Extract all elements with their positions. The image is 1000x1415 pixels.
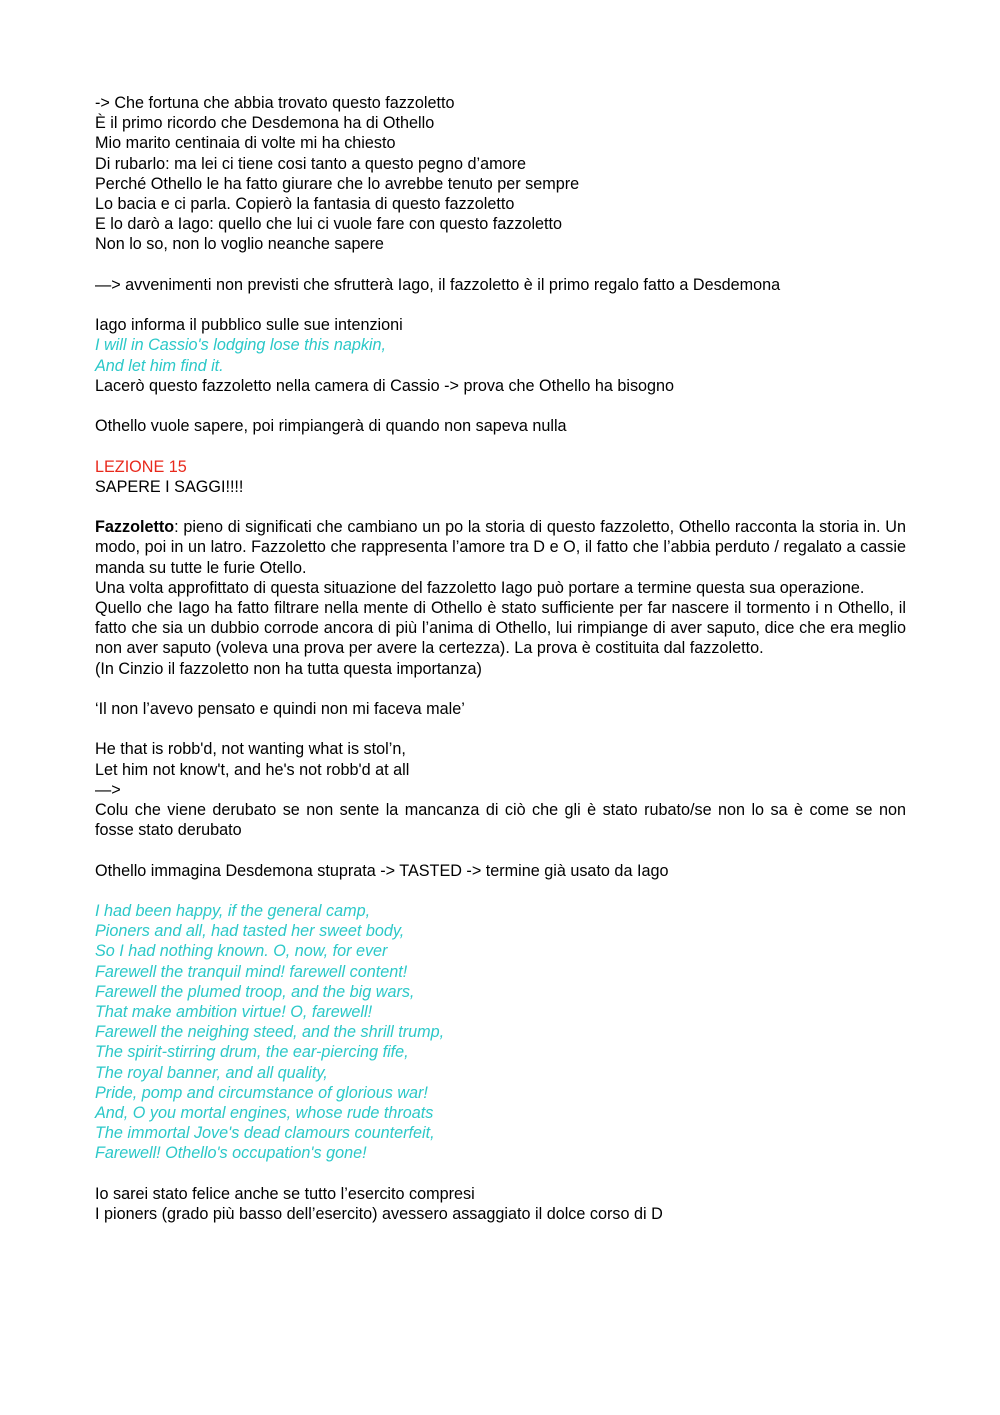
note-tasted: Othello immagina Desdemona stuprata -> TASTED -> termine già usato da Iago (95, 861, 669, 880)
quote-line: Farewell the tranquil mind! farewell content! (95, 962, 408, 981)
lesson-subheading: SAPERE I SAGGI!!!! (95, 477, 244, 496)
quote-line: The spirit-stirring drum, the ear-piercing fife, (95, 1043, 409, 1062)
paragraph-iago-doubt: Quello che Iago ha fatto filtrare nella mente di Othello è stato sufficiente per far nascere il tormento i n Othello, il fatto che sia un dubbio corrode ancora di più l’anima di Othello, lui rimpiange di aver saputo, dice che era meglio non aver saputo (voleva una prova per avere la certezza). La prova è costituita dal fazzoletto. (95, 599, 906, 658)
quote-line: Pioners and all, had tasted her sweet body, (95, 922, 405, 941)
quote-line: Farewell the plumed troop, and the big wars, (95, 982, 415, 1001)
iago-intro: Iago informa il pubblico sulle sue intenzioni (95, 316, 403, 335)
document-page (95, 93, 906, 1224)
quote-line: The royal banner, and all quality, (95, 1063, 328, 1082)
lesson-heading: LEZIONE 15 (95, 457, 187, 476)
paragraph-cinzio: (In Cinzio il fazzoletto non ha tutta questa importanza) (95, 659, 482, 678)
text-line: E lo darò a Iago: quello che lui ci vuole fare con questo fazzoletto (95, 215, 563, 234)
note-unforeseen-events: —> avvenimenti non previsti che sfrutterà Iago, il fazzoletto è il primo regalo fatto a Desdemona (95, 275, 781, 294)
handkerchief-monologue (95, 93, 906, 255)
quote-line: That make ambition virtue! O, farewell! (95, 1003, 373, 1021)
note-cassio-lodging: Lacerò questo fazzoletto nella camera di Cassio -> prova che Othello ha bisogno (95, 376, 675, 395)
robbd-line: Let him not know't, and he's not robb'd at all (95, 760, 410, 779)
quote-line: The immortal Jove's dead clamours counterfeit, (95, 1124, 435, 1143)
italian-quote: ‘Il non l’avevo pensato e quindi non mi faceva male’ (95, 700, 465, 718)
text-line: Lo bacia e ci parla. Copierò la fantasia di questo fazzoletto (95, 195, 515, 214)
text-line: Mio marito centinaia di volte mi ha chiesto (95, 134, 396, 153)
paragraph-iago-operation: Una volta approfittato di questa situazione del fazzoletto Iago può portare a termine questa sua operazione. (95, 578, 865, 597)
quote-line: Farewell! Othello's occupation's gone! (95, 1144, 367, 1163)
quote-line: Farewell the neighing steed, and the shrill trump, (95, 1023, 445, 1042)
quote-line: And let him find it. (95, 356, 224, 375)
robbd-line: He that is robb'd, not wanting what is stol’n, (95, 740, 406, 759)
quote-line: I had been happy, if the general camp, (95, 901, 371, 920)
quote-line: I will in Cassio's lodging lose this napkin, (95, 336, 387, 355)
fazzoletto-description: : pieno di significati che cambiano un po la storia di questo fazzoletto, Othello racconta la storia in. Un modo, poi in un latro. Fazzoletto che rappresenta l’amore tra D e O, il fatto che l’abbia perduto / regalato a cassie manda su tutte le furie Otello. (95, 518, 906, 577)
final-line: Io sarei stato felice anche se tutto l’esercito compresi (95, 1184, 475, 1203)
paragraph-robbed-translation: Colu che viene derubato se non sente la mancanza di ciò che gli è stato rubato/se non lo sa è come se non fosse stato derubato (95, 801, 906, 840)
text-line: Perché Othello le ha fatto giurare che lo avrebbe tenuto per sempre (95, 174, 580, 193)
farewell-quote (95, 901, 906, 1164)
quote-line: And, O you mortal engines, whose rude throats (95, 1104, 434, 1123)
text-line: Di rubarlo: ma lei ci tiene cosi tanto a questo pegno d’amore (95, 154, 527, 173)
quote-line: So I had nothing known. O, now, for ever (95, 942, 388, 961)
quote-line: Pride, pomp and circumstance of glorious war! (95, 1083, 428, 1102)
note-othello-wants-to-know: Othello vuole sapere, poi rimpiangerà di quando non sapeva nulla (95, 417, 567, 436)
text-line: -> Che fortuna che abbia trovato questo fazzoletto (95, 94, 455, 112)
fazzoletto-paragraph (95, 517, 906, 578)
arrow-line: —> (95, 780, 121, 799)
fazzoletto-term: Fazzoletto (95, 518, 175, 537)
text-line: È il primo ricordo che Desdemona ha di Othello (95, 114, 435, 133)
text-line: Non lo so, non lo voglio neanche sapere (95, 235, 384, 254)
final-line: I pioners (grado più basso dell’esercito) avessero assaggiato il dolce corso di D (95, 1205, 663, 1224)
